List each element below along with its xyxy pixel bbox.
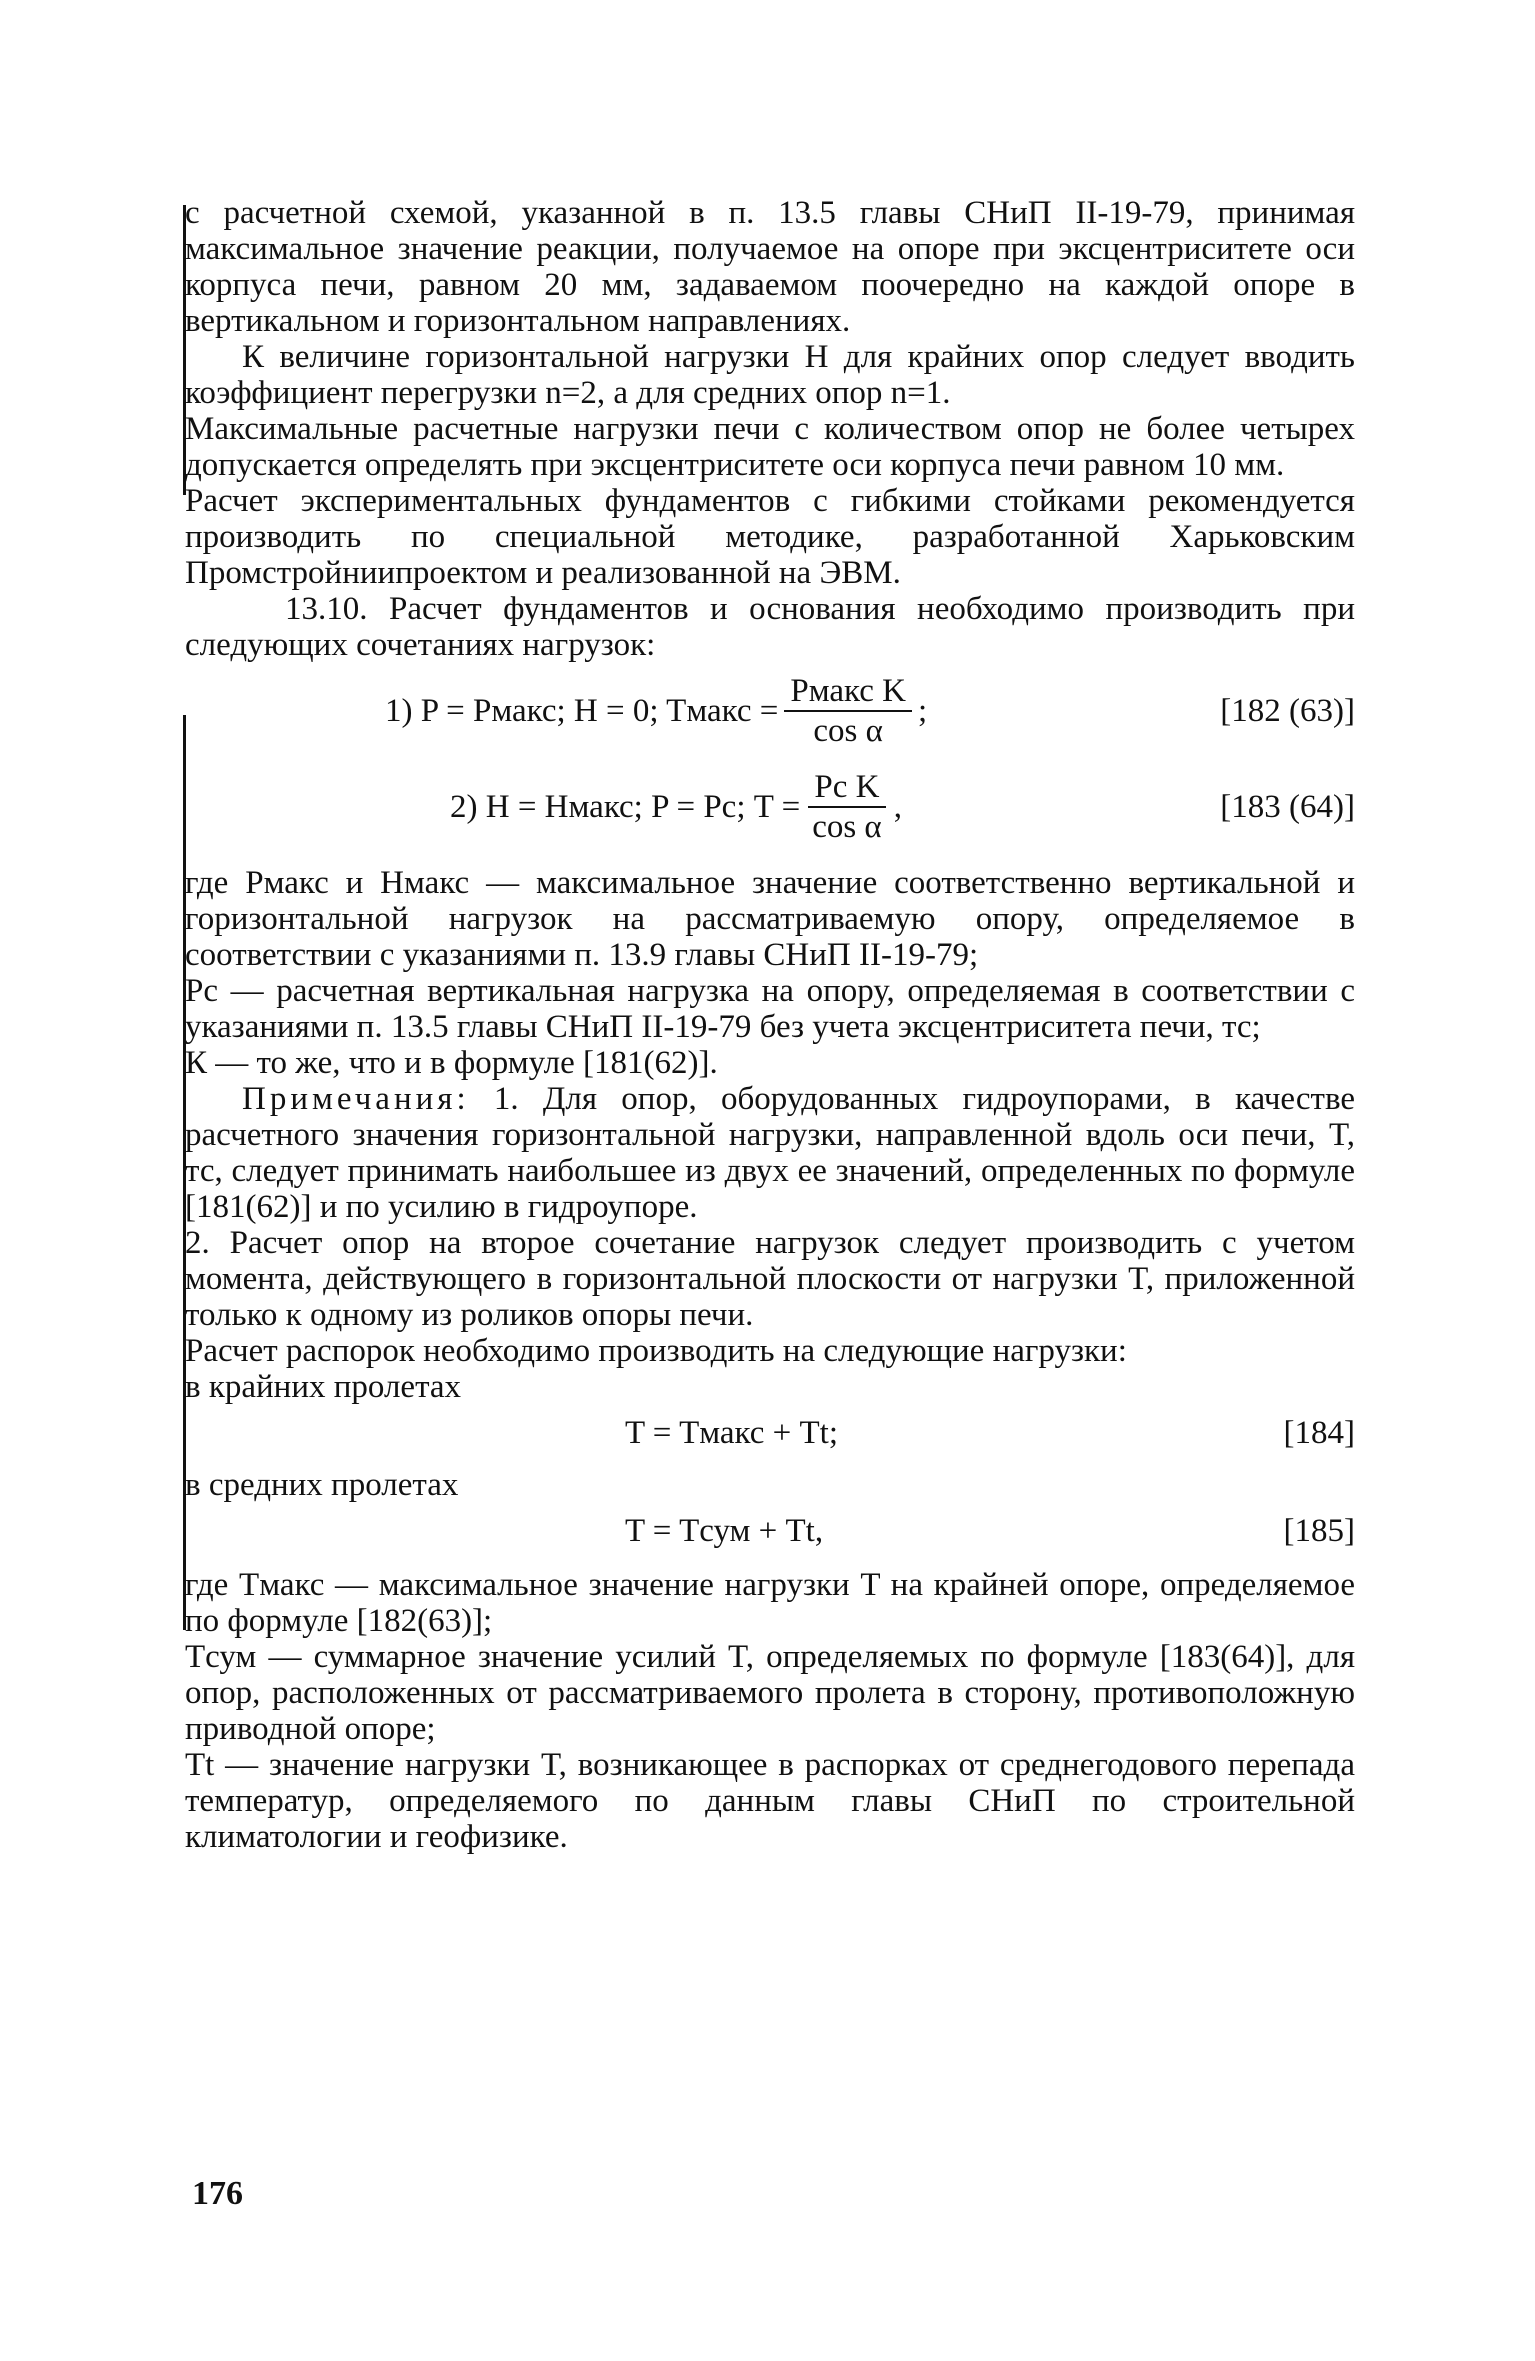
page-body: [185, 195, 1355, 1855]
note-1: 1. Для опор, оборудованных гидроупорами, в качестве расчетного значения горизонтальной нагрузки, направленной вдоль оси печи, T, тс, следует принимать наибольшее из двух ее значений, определенных по формуле [181(62)] и по усилию в гидроупоре.: [185, 1081, 1355, 1225]
paragraph-1: с расчетной схемой, указанной в п. 13.5 главы СНиП II-19-79, принимая максимальное значение реакции, получаемое на опоре при эксцентриситете оси корпуса печи, равном 20 мм, задаваемом поочередно на каждой опоре в вертикальном и горизонтальном направлениях.: [185, 195, 1355, 339]
paragraph-11: Расчет распорок необходимо производить на следующие нагрузки:: [185, 1333, 1127, 1369]
formula-183-number: [183 (64)]: [1220, 789, 1355, 825]
formula-182: [185, 663, 1355, 759]
formula-182-numerator: Pмакс K: [784, 672, 912, 712]
paragraph-4: Расчет экспериментальных фундаментов с гибкими стойками рекомендуется производить по специальной методике, разработанной Харьковским Промстройниипроектом и реализованной на ЭВМ.: [185, 483, 1355, 591]
page-number: 176: [192, 2175, 243, 2212]
formula-183-left: 2) H = Hмакс; P = Pс; T =: [450, 789, 801, 825]
paragraph-5: 13.10. Расчет фундаментов и основания необходимо производить при следующих сочетаниях нагрузок:: [185, 591, 1355, 663]
formula-184-expr: T = Tмакс + Tt;: [625, 1415, 839, 1451]
paragraph-15: Tсум — суммарное значение усилий T, определяемых по формуле [183(64)], для опор, расположенных от рассматриваемого пролета в сторону, противоположную приводной опоре;: [185, 1639, 1355, 1747]
formula-184-number: [184]: [1283, 1415, 1355, 1451]
formula-183-fraction: [806, 768, 888, 846]
formula-183-denominator: cos α: [812, 809, 882, 845]
paragraph-9: [185, 1081, 1355, 1225]
formula-183-numerator: Pс K: [808, 768, 885, 808]
formula-185: [185, 1503, 1355, 1561]
formula-182-number: [182 (63)]: [1220, 693, 1355, 729]
formula-182-denominator: cos α: [813, 713, 883, 749]
formula-182-left: 1) P = Pмакс; H = 0; Tмакс =: [385, 693, 779, 729]
paragraph-14: где Tмакс — максимальное значение нагрузки T на крайней опоре, определяемое по формуле [182(63)];: [185, 1567, 1355, 1639]
formula-185-number: [185]: [1283, 1513, 1355, 1549]
formula-182-tail: ;: [917, 693, 928, 729]
paragraph-8: К — то же, что и в формуле [181(62)].: [185, 1045, 718, 1081]
formula-182-fraction: [784, 672, 912, 750]
formula-183: [185, 759, 1355, 855]
paragraph-12: в крайних пролетах: [185, 1369, 462, 1405]
paragraph-10: 2. Расчет опор на второе сочетание нагрузок следует производить с учетом момента, действующего в горизонтальной плоскости от нагрузки T, приложенной только к одному из роликов опоры печи.: [185, 1225, 1355, 1333]
paragraph-16: Tt — значение нагрузки T, возникающее в распорках от среднегодового перепада температур, определяемого по данным главы СНиП по строительной климатологии и геофизике.: [185, 1747, 1355, 1855]
formula-185-expr: T = Tсум + Tt,: [625, 1513, 824, 1549]
notes-label: Примечания:: [242, 1081, 470, 1117]
formula-183-tail: ,: [893, 789, 902, 825]
paragraph-2: К величине горизонтальной нагрузки H для крайних опор следует вводить коэффициент перегрузки n=2, а для средних опор n=1.: [185, 339, 1355, 411]
paragraph-6: где Pмакс и Hмакс — максимальное значение соответственно вертикальной и горизонтальной нагрузок на рассматриваемую опору, определяемое в соответствии с указаниями п. 13.9 главы СНиП II-19-79;: [185, 865, 1355, 973]
paragraph-13: в средних пролетах: [185, 1467, 459, 1503]
paragraph-7: Pс — расчетная вертикальная нагрузка на опору, определяемая в соответствии с указаниями п. 13.5 главы СНиП II-19-79 без учета эксцентриситета печи, тс;: [185, 973, 1355, 1045]
formula-184: [185, 1405, 1355, 1463]
paragraph-3: Максимальные расчетные нагрузки печи с количеством опор не более четырех допускается определять при эксцентриситете оси корпуса печи равном 10 мм.: [185, 411, 1355, 483]
